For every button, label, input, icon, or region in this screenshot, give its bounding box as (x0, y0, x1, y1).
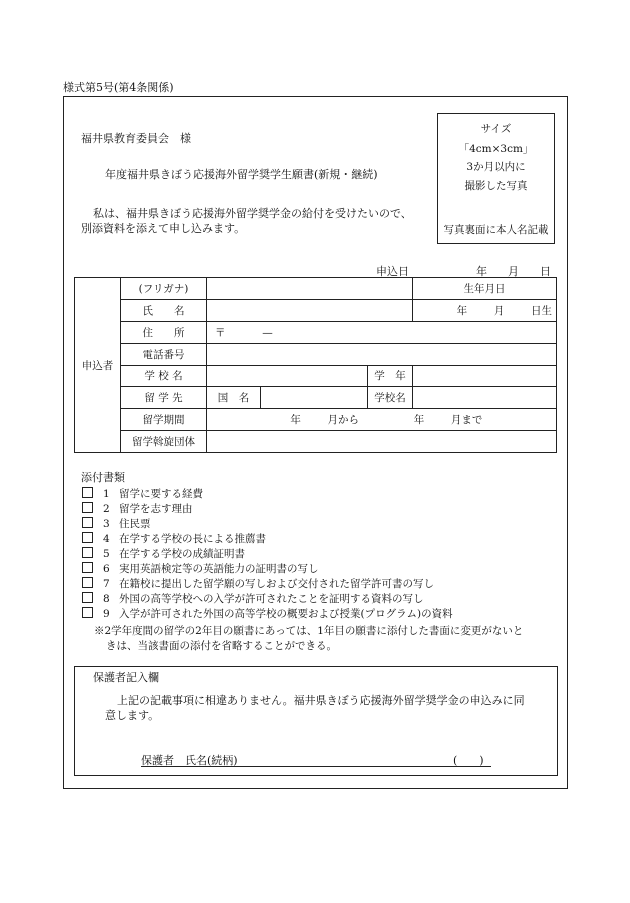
guardian-section (74, 666, 558, 776)
period-from-month: 月から (327, 414, 360, 427)
period-to-month: 月まで (450, 414, 483, 427)
photo-size-label: サイズ (480, 123, 512, 135)
attachment-note-line-2: きは、当該書面の添付を省略することができる。 (106, 640, 337, 652)
grade-field[interactable] (413, 365, 557, 387)
birthdate-label: 生年月日 (413, 278, 557, 300)
period-to-year: 年 (413, 414, 425, 427)
attachment-item[interactable]: 6 実用英語検定等の英語能力の証明書の写し (82, 561, 542, 576)
grade-label: 学 年 (368, 365, 413, 387)
attachment-item[interactable]: 3 住民票 (82, 516, 542, 531)
checkbox[interactable] (82, 607, 93, 618)
application-date-day: 日 (540, 265, 551, 278)
agency-label: 留学斡旋団体 (121, 431, 207, 453)
birthdate-field[interactable] (413, 299, 557, 321)
intro-line-1: 私は、福井県きぼう応援海外留学奨学金の給付を受けたいので、 (93, 207, 412, 220)
phone-field[interactable] (207, 343, 557, 365)
school-name-label: 学 校 名 (121, 365, 207, 387)
guardian-statement-line-1: 上記の記載事項に相違ありません。福井県きぼう応援海外留学奨学金の申込みに同 (117, 694, 525, 707)
furigana-label: (フリガナ) (121, 278, 207, 300)
applicant-section-label: 申込者 (75, 278, 121, 453)
name-label: 氏 名 (121, 299, 207, 321)
study-period-label: 留学期間 (121, 409, 207, 431)
checkbox[interactable] (82, 577, 93, 588)
checkbox[interactable] (82, 592, 93, 603)
birthdate-day: 日生 (531, 304, 552, 317)
address-field[interactable] (207, 321, 557, 343)
agency-field[interactable] (207, 431, 557, 453)
attachment-item[interactable]: 9 入学が許可された外国の高等学校の概要および授業(プログラム)の資料 (82, 606, 542, 621)
application-date-month: 月 (508, 265, 519, 278)
intro-line-2: 別添資料を添えて申し込みます。 (81, 222, 246, 235)
country-label: 国 名 (207, 387, 261, 409)
application-date-year: 年 (476, 265, 487, 278)
applicant-table (74, 277, 557, 453)
guardian-statement-line-2: 意します。 (105, 709, 160, 722)
checkbox[interactable] (82, 562, 93, 573)
attachment-item[interactable]: 2 留学を志す理由 (82, 501, 542, 516)
attachment-item[interactable]: 4 在学する学校の長による推薦書 (82, 531, 542, 546)
study-destination-label: 留 学 先 (121, 387, 207, 409)
attachment-item[interactable]: 1 留学に要する経費 (82, 486, 542, 501)
guardian-signature-label: 保護者 氏名(続柄) (141, 754, 238, 767)
guardian-relation-parens[interactable]: ( ) (453, 754, 484, 767)
checkbox[interactable] (82, 517, 93, 528)
photo-taken: 撮影した写真 (464, 180, 528, 192)
checkbox[interactable] (82, 502, 93, 513)
attachment-item[interactable]: 7 在籍校に提出した留学願の写しおよび交付された留学許可書の写し (82, 576, 542, 591)
photo-size-value: 「4cm×3cm」 (458, 143, 534, 155)
destination-school-label: 学校名 (368, 387, 413, 409)
attachment-item[interactable]: 8 外国の高等学校への入学が許可されたことを証明する資料の写し (82, 591, 542, 606)
destination-school-field[interactable] (413, 387, 557, 409)
guardian-signature-line[interactable] (141, 766, 491, 767)
checkbox[interactable] (82, 547, 93, 558)
study-period-field[interactable] (207, 409, 557, 431)
photo-box[interactable] (437, 113, 555, 244)
photo-back-note: 写真裏面に本人名記載 (443, 224, 549, 236)
application-date-label: 申込日 (376, 265, 409, 278)
school-name-field[interactable] (207, 365, 368, 387)
period-from-year: 年 (290, 414, 301, 427)
attachments-title: 添付書類 (81, 471, 125, 484)
birthdate-month: 月 (493, 304, 505, 317)
country-field[interactable] (261, 387, 368, 409)
postal-mark: 〒 (215, 326, 226, 339)
checkbox[interactable] (82, 487, 93, 498)
attachment-item[interactable]: 5 在学する学校の成績証明書 (82, 546, 542, 561)
birthdate-year: 年 (456, 304, 468, 317)
guardian-title: 保護者記入欄 (93, 671, 159, 684)
form-title: 年度福井県きぼう応援海外留学奨学生願書(新規・継続) (105, 168, 378, 181)
address-label: 住 所 (121, 321, 207, 343)
name-field[interactable] (207, 299, 413, 321)
furigana-field[interactable] (207, 278, 413, 300)
postal-dash: — (262, 326, 273, 339)
attachment-note-line-1: ※2学年度間の留学の2年目の願書にあっては、1年目の願書に添付した書面に変更がないと (94, 625, 524, 637)
phone-label: 電話番号 (121, 343, 207, 365)
photo-recency: 3か月以内に (466, 161, 526, 173)
addressee: 福井県教育委員会 様 (81, 132, 191, 145)
checkbox[interactable] (82, 532, 93, 543)
form-number: 様式第5号(第4条関係) (63, 81, 174, 94)
